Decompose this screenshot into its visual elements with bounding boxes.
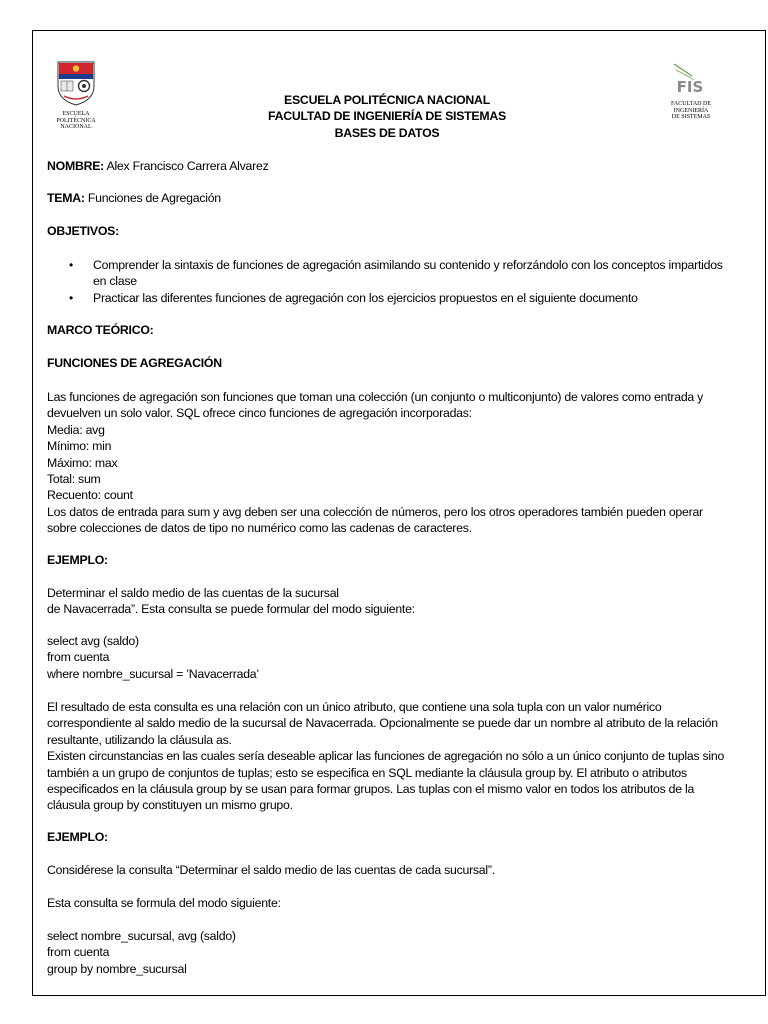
code-line: from cuenta [47, 945, 110, 960]
nombre-line [47, 158, 727, 174]
list-item: • Comprender la sintaxis de funciones de agregación asimilando su contenido y reforzándolo con los conceptos impartidos en clase [69, 258, 723, 289]
code-line: where nombre_sucursal = ’Navacerrada’ [47, 666, 259, 681]
ejemplo1-heading: EJEMPLO: [47, 553, 108, 567]
header-course: BASES DE DATOS [334, 125, 440, 140]
fis-logo-text: FIS [676, 78, 704, 96]
tema-label: TEMA: [47, 191, 85, 205]
code-line: select nombre_sucursal, avg (saldo) [47, 929, 236, 943]
fis-logo-caption: FACULTAD DE INGENIERÍA DE SISTEMAS [670, 101, 712, 120]
ejemplo2-line2: Esta consulta se formula del modo siguiente: [47, 896, 281, 910]
nombre-label: NOMBRE: [47, 159, 104, 173]
document-header [47, 92, 727, 141]
funciones-heading: FUNCIONES DE AGREGACIÓN [47, 356, 222, 370]
funciones-outro: Los datos de entrada para sum y avg deben ser una colección de números, pero los otros operadores también pueden operar sobre colecciones de datos de tipo no numérico como las cadenas de caracteres. [47, 504, 703, 536]
objetivos-list [47, 257, 727, 306]
ejemplo2-line1: Considérese la consulta “Determinar el saldo medio de las cuentas de cada sucursal”. [47, 863, 495, 877]
list-item: • Practicar las diferentes funciones de agregación con los ejercicios propuestos en el siguiente documento [69, 290, 638, 305]
header-school: ESCUELA POLITÉCNICA NACIONAL [284, 93, 490, 107]
marco-heading: MARCO TEÓRICO: [47, 323, 154, 337]
paragraph: Existen circunstancias en las cuales sería deseable aplicar las funciones de agregación no sólo a un único conjunto de tuplas sino también a un grupo de conjuntos de tuplas; esto se especifica en SQL mediante la cláusula group by. El atributo o atributos especificados en la cláusula group by se usan para formar grupos. Las tuplas con el mismo valor en todos los atributos de la cláusula group by constituyen un mismo grupo. [47, 749, 725, 813]
funciones-section [47, 389, 727, 537]
ejemplo2-code [47, 928, 727, 977]
code-line: group by nombre_sucursal [47, 961, 187, 976]
header-faculty: FACULTAD DE INGENIERÍA DE SISTEMAS [268, 109, 506, 124]
paragraph: El resultado de esta consulta es una relación con un único atributo, que contiene una sola tupla con un valor numérico correspondiente al saldo medio de la sucursal de Navacerrada. Opcionalmente se puede dar un nombre al atributo de la relación resultante, utilizando la cláusula as. [47, 700, 718, 747]
list-item: Recuento: count [47, 488, 133, 503]
nombre-value: Alex Francisco Carrera Alvarez [104, 159, 269, 173]
code-line: from cuenta [47, 650, 110, 665]
ejemplo1-explanation [47, 699, 727, 814]
funciones-intro: Las funciones de agregación son funciones que toman una colección (un conjunto o multiconjunto) de valores como entrada y devuelven un solo valor. SQL ofrece cinco funciones de agregación incorporadas: [47, 390, 704, 421]
objetivos-heading: OBJETIVOS: [47, 224, 119, 238]
ejemplo1-code [47, 633, 727, 682]
tema-value: Funciones de Agregación [84, 191, 221, 205]
list-item: Máximo: max [47, 455, 118, 470]
ejemplo2-heading: EJEMPLO: [47, 830, 108, 844]
list-item: Mínimo: min [47, 439, 112, 454]
list-item: Total: sum [47, 472, 101, 487]
code-line: select avg (saldo) [47, 634, 139, 648]
epn-logo-caption: ESCUELA POLITÉCNICA NACIONAL [56, 111, 96, 130]
fis-emblem-icon [666, 62, 716, 96]
list-item: Media: avg [47, 422, 105, 437]
tema-line [47, 190, 727, 206]
ejemplo1-statement: Determinar el saldo medio de las cuentas de la sucursal de Navacerrada”. Esta consulta se puede formular del modo siguiente: [47, 586, 415, 617]
